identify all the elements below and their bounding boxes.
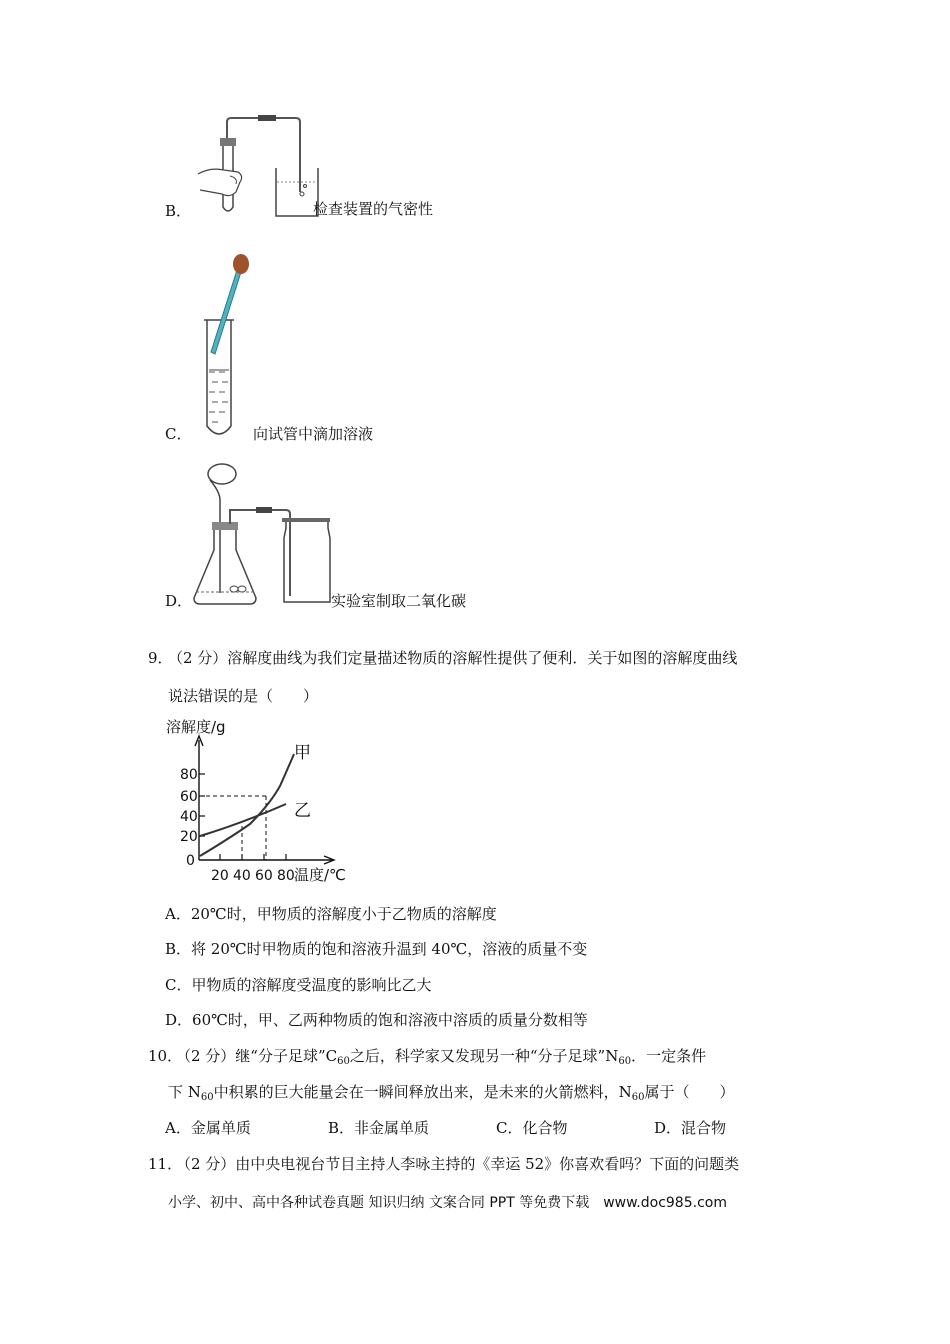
chart-x-tick-label-80: 80 — [277, 868, 295, 884]
question-10-option-D: D．混合物 — [654, 1119, 727, 1137]
chart-curve-yi — [200, 804, 286, 836]
chart-x-axis-label: 温度/℃ — [294, 866, 346, 884]
question-9-option-D: D．60℃时，甲、乙两种物质的饱和溶液中溶质的质量分数相等 — [165, 1011, 588, 1029]
chart-y-tick-label-40: 40 — [180, 809, 198, 825]
option-label-C: C． — [165, 425, 192, 443]
question-9-option-A: A．20℃时，甲物质的溶解度小于乙物质的溶解度 — [165, 905, 497, 923]
chart-x-tick-label-40: 40 — [233, 868, 251, 884]
chart-series-label-jia: 甲 — [294, 743, 311, 763]
chart-y-tick-label-80: 80 — [180, 767, 198, 783]
option-caption-C: 向试管中滴加溶液 — [253, 425, 374, 443]
page-footer-link[interactable]: 小学、初中、高中各种试卷真题 知识归纳 文案合同 PPT 等免费下载 www.doc985.com — [168, 1195, 727, 1211]
option-label-D: D． — [165, 592, 193, 610]
dropper-test-tube-figure — [195, 248, 255, 440]
chart-curve-jia — [200, 754, 294, 856]
chart-y-axis-label: 溶解度/g — [166, 718, 226, 736]
chart-y-tick-label-60: 60 — [180, 789, 198, 805]
question-number-10: 10． — [148, 1047, 183, 1065]
question-number-11: 11． — [148, 1155, 183, 1173]
chart-x-tick-label-20: 20 — [211, 868, 229, 884]
question-11-stem: （2 分）由中央电视台节目主持人李咏主持的《幸运 52》你喜欢看吗？下面的问题类 — [176, 1155, 740, 1173]
question-10-option-C: C．化合物 — [496, 1119, 568, 1137]
question-9-option-C: C．甲物质的溶解度受温度的影响比乙大 — [165, 976, 432, 994]
question-number-9: 9． — [148, 649, 173, 667]
co2-apparatus-figure — [190, 458, 335, 608]
chart-y-tick-label-0: 0 — [186, 853, 195, 869]
option-caption-D: 实验室制取二氧化碳 — [331, 592, 467, 610]
airtightness-apparatus-figure — [190, 112, 320, 220]
solubility-curve-chart — [160, 712, 360, 888]
question-10-stem-line2: 下 $N_{60}$中积累的巨大能量会在一瞬间释放出来，是未来的火箭燃料，$N_{60}$属于（ ） — [168, 1083, 735, 1103]
question-10-stem-line1: （2 分）继“分子足球$”C_{60}$之后，科学家又发现另一种“分子足球$”N_{60}$．一定条件 — [176, 1047, 707, 1067]
option-label-B: B． — [165, 202, 192, 220]
chart-y-tick-label-20: 20 — [180, 829, 198, 845]
chart-x-tick-label-60: 60 — [255, 868, 273, 884]
question-9-stem-line1: （2 分）溶解度曲线为我们定量描述物质的溶解性提供了便利．关于如图的溶解度曲线 — [168, 649, 738, 667]
question-10-option-A: A．金属单质 — [165, 1119, 251, 1137]
question-10-option-B: B．非金属单质 — [328, 1119, 430, 1137]
question-9-option-B: B．将 20℃时甲物质的饱和溶液升温到 40℃，溶液的质量不变 — [165, 940, 588, 958]
question-9-stem-line2: 说法错误的是（ ） — [168, 687, 319, 705]
chart-series-label-yi: 乙 — [294, 801, 311, 821]
option-caption-B: 检查装置的气密性 — [313, 200, 434, 218]
